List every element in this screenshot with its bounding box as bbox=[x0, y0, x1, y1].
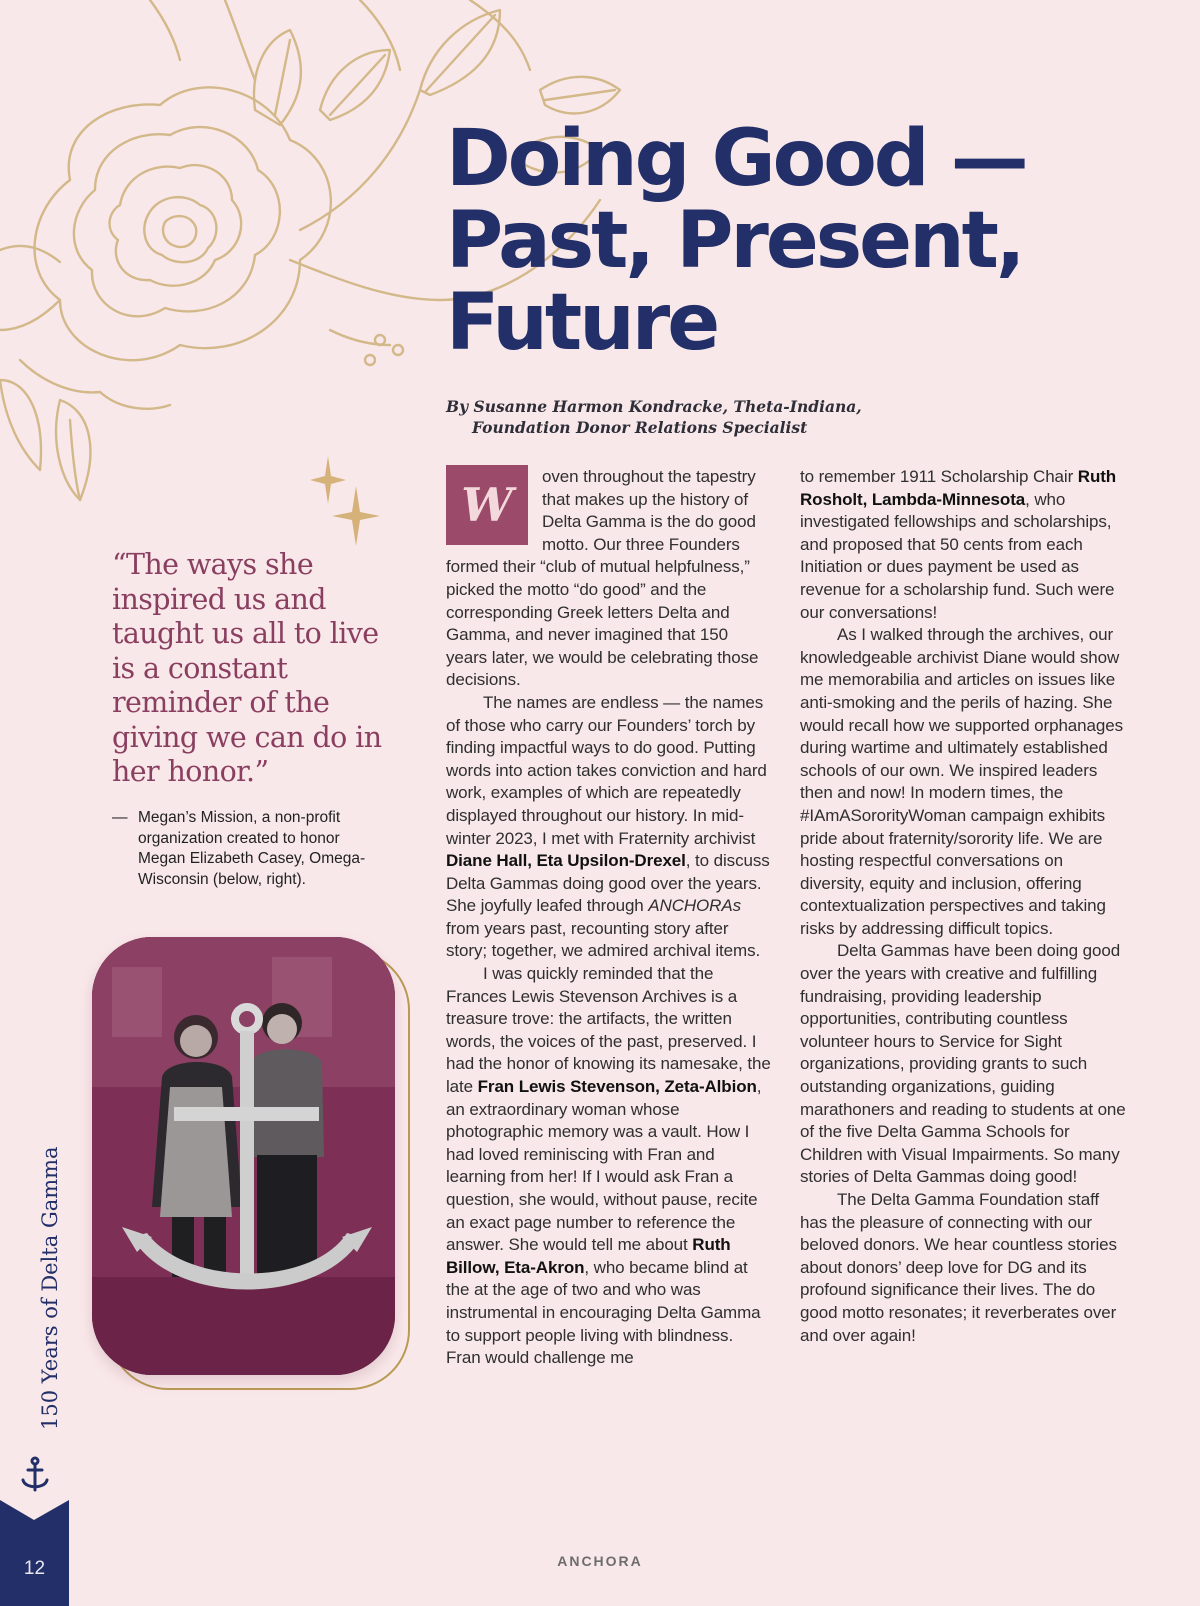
paragraph-2 bbox=[446, 692, 772, 963]
drop-cap: W bbox=[446, 465, 528, 545]
section-label: 150 Years of Delta Gamma bbox=[38, 1146, 62, 1430]
name-ruth-rosholt: Ruth Rosholt, Lambda-Minnesota bbox=[800, 467, 1117, 509]
attribution-text: Megan’s Mission, a non-profit organization created to honor Megan Elizabeth Casey, Omega-Wisconsin (below, right). bbox=[138, 809, 366, 888]
paragraph-6: Delta Gammas have been doing good over the years with creative and fulfilling fundraising, providing leadership opportunities, contributing countless volunteer hours to Service for Sight organizations, providing grants to such outstanding organizations, guiding marathoners and reading to students at one of the five Delta Gamma Schools for Children with Visual Impairments. So many stories of Delta Gammas doing good! bbox=[800, 941, 1126, 1187]
paragraph-3-text-a: I was quickly reminded that the Frances Lewis Stevenson Archives is a treasure trove: the artifacts, the written words, the voices of the past, preserved. I had the honor of knowing its namesake, the late bbox=[446, 964, 771, 1097]
page-number: 12 bbox=[23, 1558, 46, 1579]
paragraph-7: The Delta Gamma Foundation staff has the pleasure of connecting with our beloved donors. We hear countless stories about donors’ deep love for DG and its profound significance their lives. The do good motto resonates; it reverberates over and over again! bbox=[800, 1190, 1117, 1345]
sparkle-icon bbox=[306, 456, 386, 546]
byline-role: Foundation Donor Relations Specialist bbox=[472, 418, 808, 437]
pull-quote: “The ways she inspired us and taught us all to live is a constant reminder of the giving we can do in her honor.” bbox=[112, 548, 382, 788]
paragraph-3 bbox=[446, 963, 772, 1370]
paragraph-2-text-c: from years past, recounting story after story; together, we admired archival items. bbox=[446, 918, 761, 961]
paragraph-3-text-c: , who became blind at the at the age of two and who was instrumental in encouraging Delta Gamma to support people living with blindness. Fran would challenge me bbox=[446, 1257, 761, 1368]
paragraph-2-text-a: The names are endless — the names of those who carry our Founders’ torch by finding impactful ways to do good. Putting words into action takes conviction and hard work, examples of which are repeatedly displayed throughout our history. In mid-winter 2023, I met with Fraternity archivist bbox=[446, 692, 767, 848]
article-title: Doing Good — Past, Present, Future bbox=[446, 114, 1026, 368]
name-ruth-billow: Ruth Billow, Eta-Akron bbox=[446, 1235, 731, 1277]
anchor-icon bbox=[20, 1456, 50, 1496]
paragraph-2-text-b: , to discuss Delta Gammas doing good over the years. She joyfully leafed through bbox=[446, 851, 770, 916]
article-column-1 bbox=[446, 466, 772, 1370]
paragraph-5: As I walked through the archives, our knowledgeable archivist Diane would show me memorabilia and articles on issues like anti-smoking and the perils of hazing. She would recall how we supported orphanages during wartime and ultimately established schools of our own. We inspired leaders then and now! In modern times, the #IAmASororityWoman campaign exhibits pride about fraternity/sorority life. We are hosting respectful conversations on diversity, equity and inclusion, offering contextualization perspectives and taking risks by addressing difficult topics. bbox=[800, 625, 1123, 938]
paragraph-4-text-a: to remember 1911 Scholarship Chair bbox=[800, 467, 1078, 486]
paragraph-4-text-b: , who investigated fellowships and scholarships, and proposed that 50 cents from each Initiation or dues payment be used as revenue for a scholarship fund. Such were our conversations! bbox=[800, 489, 1115, 622]
article-column-2 bbox=[800, 466, 1130, 1347]
paragraph-3-text-b: , an extraordinary woman whose photographic memory was a vault. How I had loved reminiscing with Fran and learning from her! If I would ask Fran a question, she would, without pause, recite an exact page number to reference the answer. She would tell me about bbox=[446, 1077, 762, 1255]
byline-author: By Susanne Harmon Kondracke, Theta-Indiana, bbox=[446, 397, 862, 416]
photo-anchor-statue bbox=[92, 937, 395, 1375]
attribution-dash: — bbox=[112, 809, 128, 826]
name-fran-lewis-stevenson: Fran Lewis Stevenson, Zeta-Albion bbox=[477, 1077, 757, 1097]
magazine-footer: ANCHORA bbox=[557, 1553, 643, 1569]
pull-quote-attribution bbox=[112, 808, 372, 890]
anchoras-italic: ANCHORAs bbox=[648, 896, 741, 916]
paragraph-1 bbox=[446, 466, 772, 692]
paragraph-4 bbox=[800, 466, 1130, 624]
byline bbox=[446, 396, 906, 438]
name-diane-hall: Diane Hall, Eta Upsilon-Drexel bbox=[446, 851, 686, 871]
paragraph-1-text: oven throughout the tapestry that makes up the history of Delta Gamma is the do good motto. Our three Founders formed their “club of mutual helpfulness,” picked the motto “do good” and the corresponding Greek letters Delta and Gamma, and never imagined that 150 years later, we would be celebrating those decisions. bbox=[446, 467, 759, 690]
